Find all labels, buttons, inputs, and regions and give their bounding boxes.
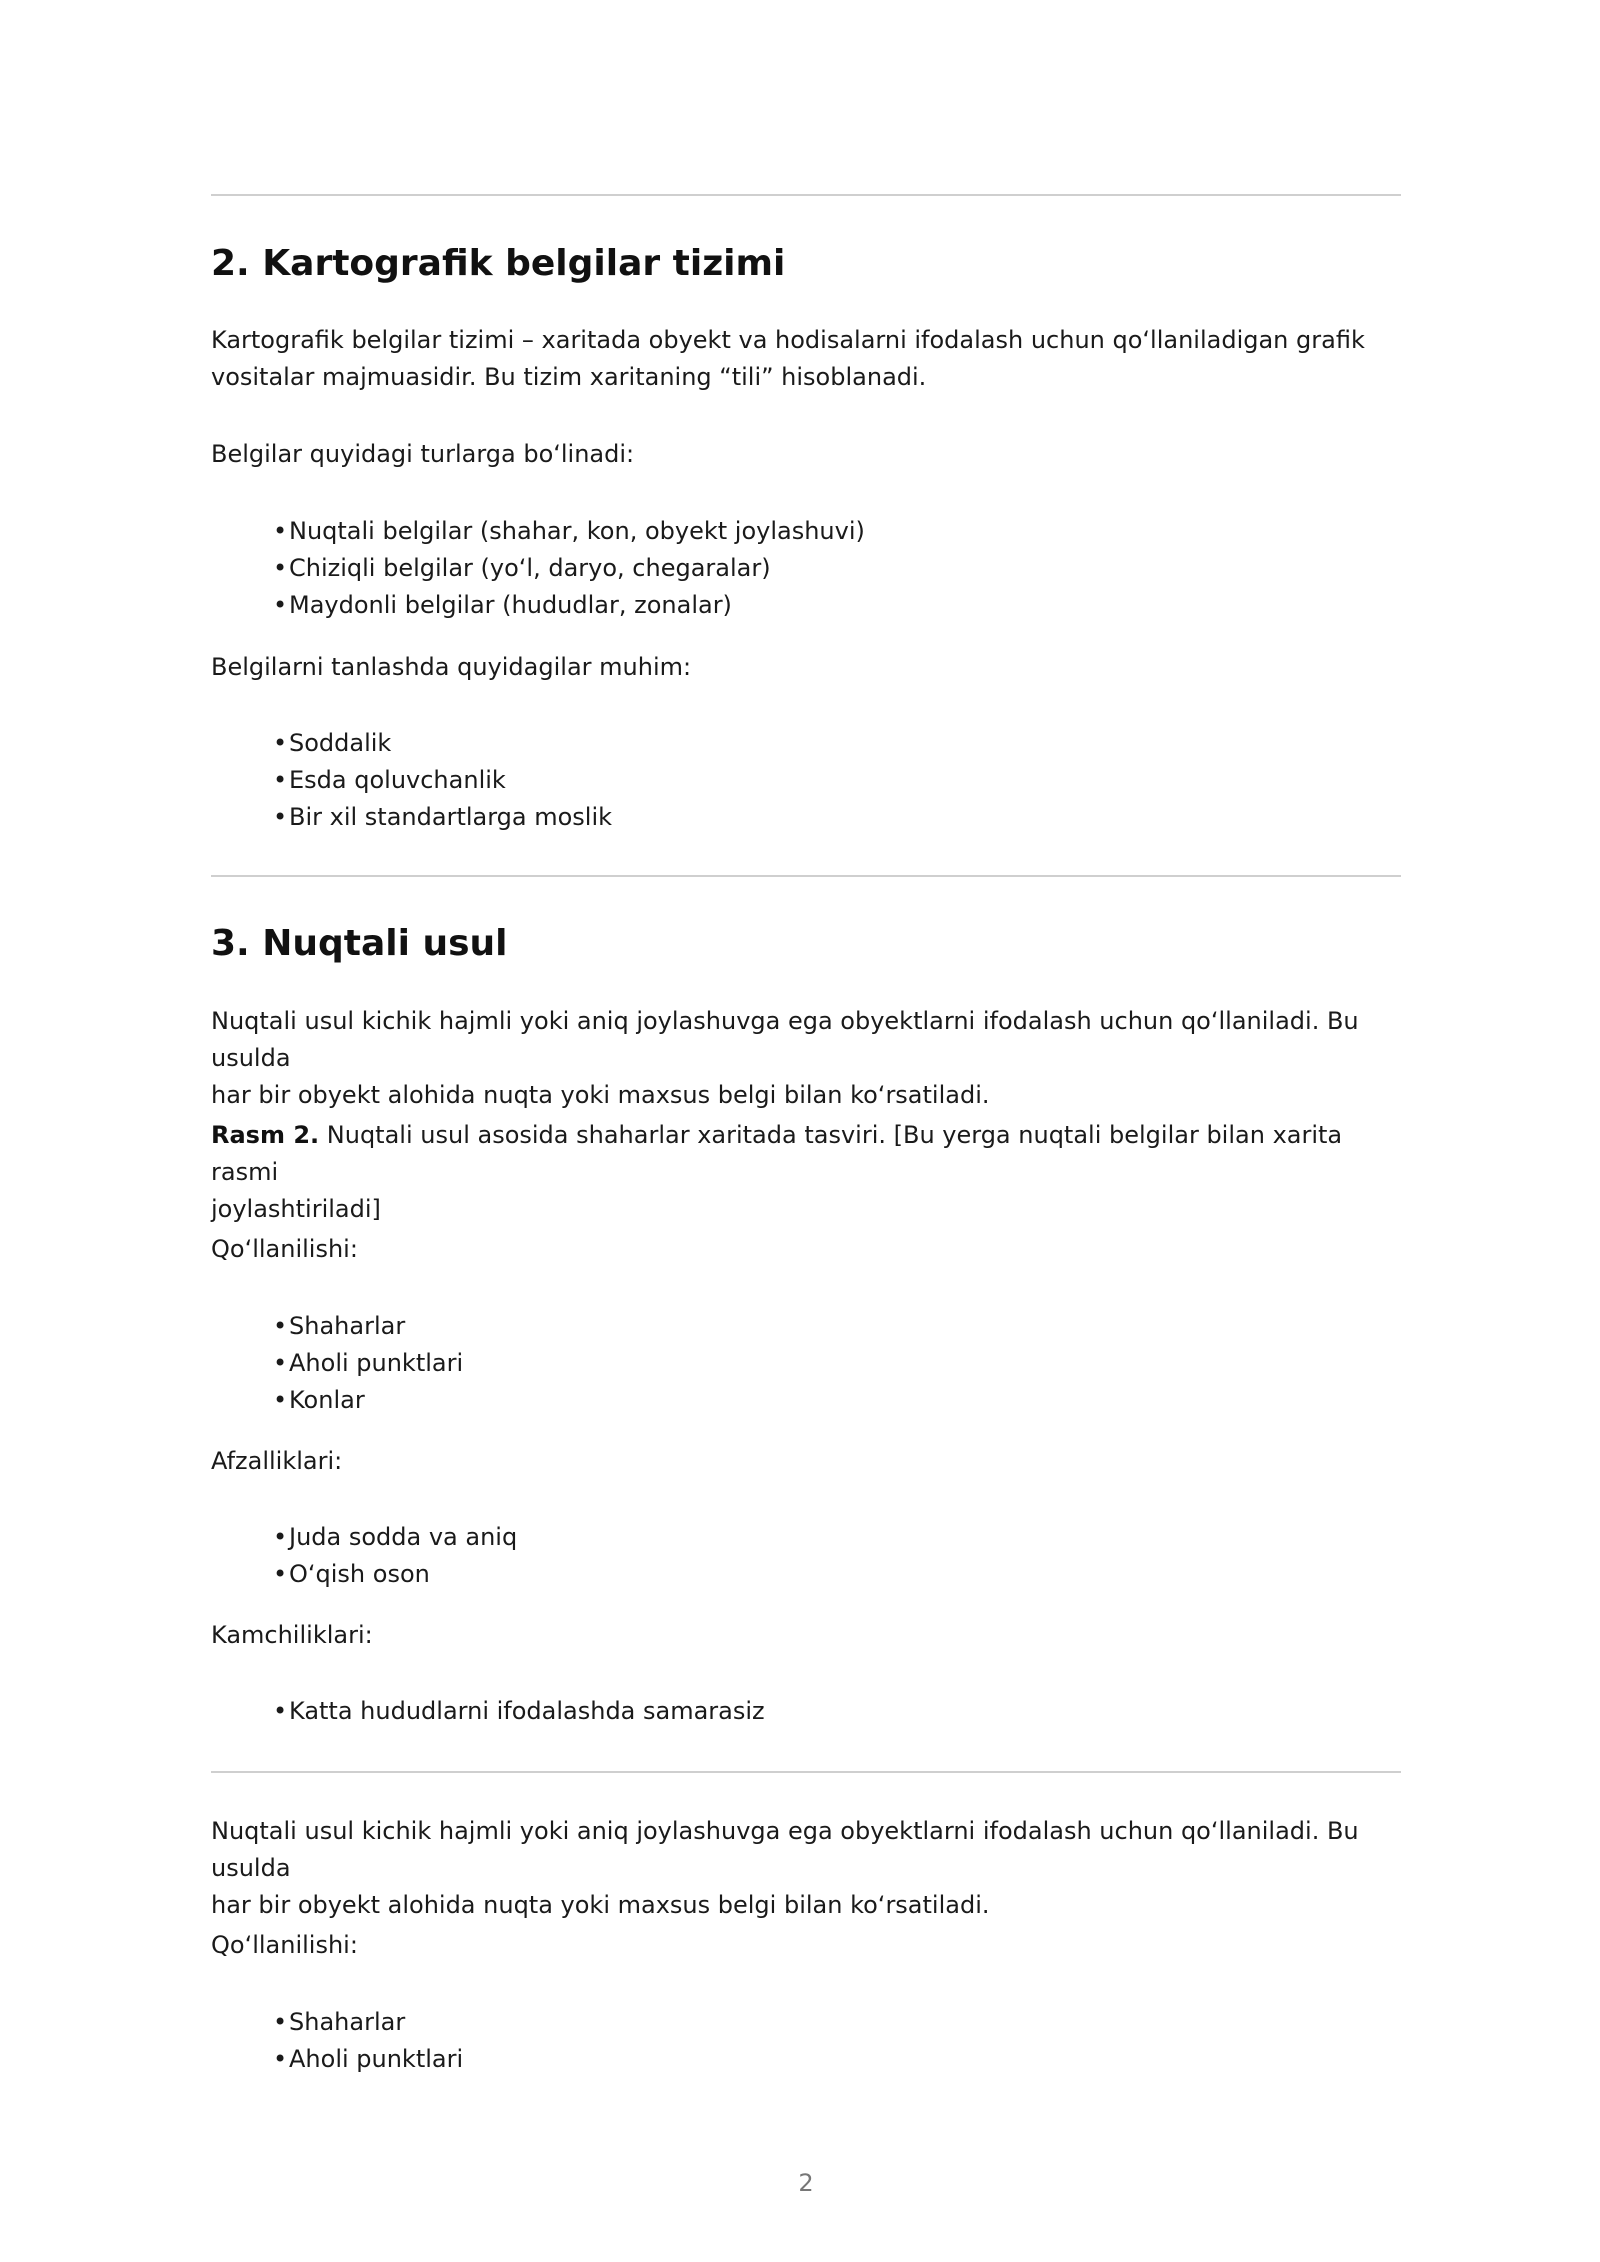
- repeat-intro-line1: Nuqtali usul kichik hajmli yoki aniq joylashuvga ega obyektlarni ifodalash uchun qo‘llaniladi. Bu usulda: [211, 1817, 1359, 1882]
- section-divider: [211, 875, 1401, 877]
- bullet: •: [273, 1312, 288, 1340]
- document-page: [211, 0, 1401, 2262]
- figure-caption-line2: joylashtiriladi]: [211, 1195, 381, 1223]
- figure-caption-line1: Nuqtali usul asosida shaharlar xaritada tasviri. [Bu yerga nuqtali belgilar bilan xarita rasmi: [211, 1121, 1343, 1186]
- section3-advantages-list: [273, 1519, 517, 1593]
- section2-criteria-list: [273, 725, 612, 836]
- repeat-usage-list: [273, 2004, 463, 2078]
- list-item: •Esda qoluvchanlik: [273, 762, 612, 799]
- page-number: 2: [798, 2169, 814, 2197]
- list-item: •Shaharlar: [273, 1308, 463, 1345]
- bullet: •: [273, 2008, 288, 2036]
- bullet: •: [273, 554, 288, 582]
- bullet: •: [273, 1349, 288, 1377]
- repeat-intro-paragraph: [211, 1813, 1401, 1924]
- section3-intro-line2: har bir obyekt alohida nuqta yoki maxsus belgi bilan ko‘rsatiladi.: [211, 1081, 990, 1109]
- bullet: •: [273, 1697, 288, 1725]
- section3-usage-list: [273, 1308, 463, 1419]
- section3-advantages-label: Afzalliklari:: [211, 1447, 343, 1475]
- section2-criteria-label: Belgilarni tanlashda quyidagilar muhim:: [211, 653, 692, 681]
- list-item: •O‘qish oson: [273, 1556, 517, 1593]
- list-item: •Maydonli belgilar (hududlar, zonalar): [273, 587, 865, 624]
- section3-intro-line1: Nuqtali usul kichik hajmli yoki aniq joylashuvga ega obyektlarni ifodalash uchun qo‘llaniladi. Bu usulda: [211, 1007, 1359, 1072]
- bullet: •: [273, 1523, 288, 1551]
- list-item: •Katta hududlarni ifodalashda samarasiz: [273, 1693, 765, 1730]
- list-item: •Nuqtali belgilar (shahar, kon, obyekt joylashuvi): [273, 513, 865, 550]
- section-heading-nuqtali-usul: 3. Nuqtali usul: [211, 923, 508, 964]
- section2-intro-line1: Kartografik belgilar tizimi – xaritada obyekt va hodisalarni ifodalash uchun qo‘llaniladigan grafik: [211, 326, 1365, 354]
- bullet: •: [273, 1386, 288, 1414]
- section2-intro-line2: vositalar majmuasidir. Bu tizim xaritaning “tili” hisoblanadi.: [211, 363, 927, 391]
- figure-caption: [211, 1117, 1401, 1228]
- bullet: •: [273, 729, 288, 757]
- figure-label: Rasm 2.: [211, 1121, 320, 1149]
- section2-types-list: [273, 513, 865, 624]
- repeat-usage-label: Qo‘llanilishi:: [211, 1931, 358, 1959]
- bullet: •: [273, 803, 288, 831]
- repeat-intro-line2: har bir obyekt alohida nuqta yoki maxsus belgi bilan ko‘rsatiladi.: [211, 1891, 990, 1919]
- list-item: •Chiziqli belgilar (yo‘l, daryo, chegaralar): [273, 550, 865, 587]
- list-item: •Aholi punktlari: [273, 1345, 463, 1382]
- section3-disadvantages-list: [273, 1693, 765, 1730]
- section2-intro-paragraph: [211, 322, 1401, 396]
- list-item: •Shaharlar: [273, 2004, 463, 2041]
- section3-disadvantages-label: Kamchiliklari:: [211, 1621, 373, 1649]
- bullet: •: [273, 1560, 288, 1588]
- section-divider: [211, 194, 1401, 196]
- list-item: •Konlar: [273, 1382, 463, 1419]
- list-item: •Soddalik: [273, 725, 612, 762]
- section3-intro-paragraph: [211, 1003, 1401, 1114]
- bullet: •: [273, 766, 288, 794]
- bullet: •: [273, 591, 288, 619]
- list-item: •Aholi punktlari: [273, 2041, 463, 2078]
- list-item: •Juda sodda va aniq: [273, 1519, 517, 1556]
- bullet: •: [273, 517, 288, 545]
- section-heading-kartografik-belgilar: 2. Kartografik belgilar tizimi: [211, 243, 786, 284]
- section2-types-label: Belgilar quyidagi turlarga bo‘linadi:: [211, 440, 635, 468]
- section-divider: [211, 1771, 1401, 1773]
- bullet: •: [273, 2045, 288, 2073]
- list-item: •Bir xil standartlarga moslik: [273, 799, 612, 836]
- section3-usage-label: Qo‘llanilishi:: [211, 1235, 358, 1263]
